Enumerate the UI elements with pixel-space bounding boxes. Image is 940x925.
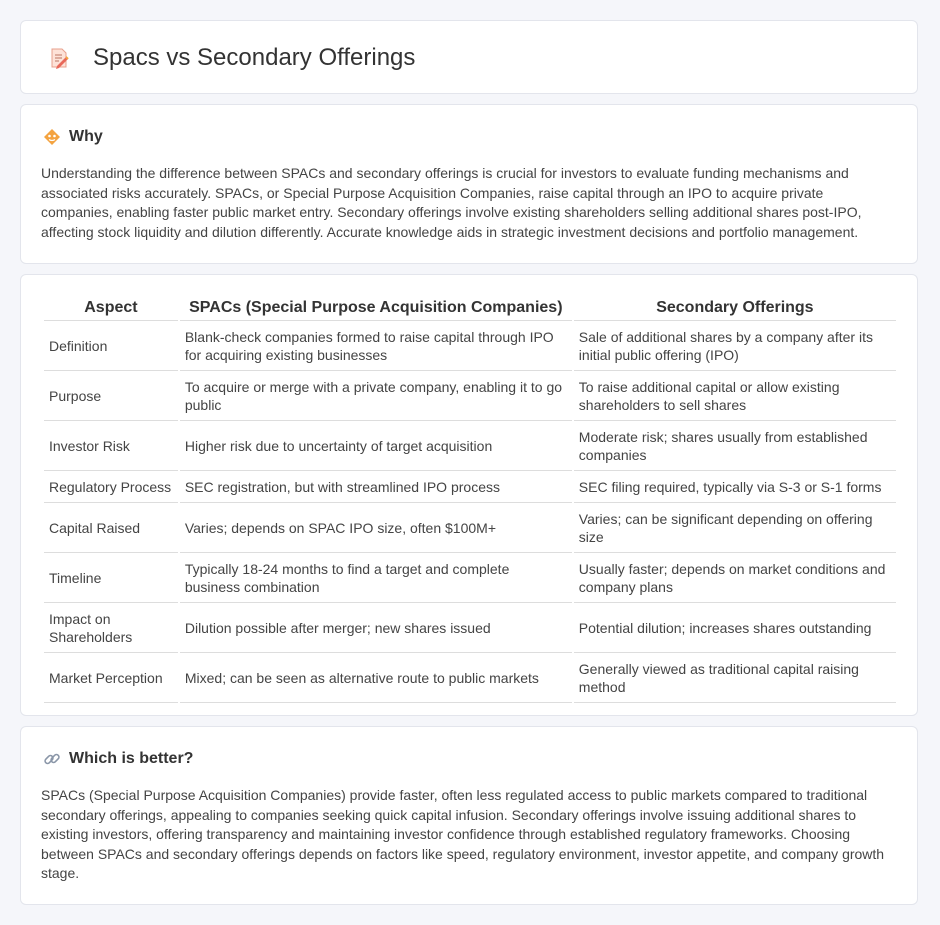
table-row [44, 504, 896, 553]
table-cell: To acquire or merge with a private company, enabling it to go public [180, 372, 572, 421]
table-cell: Sale of additional shares by a company after its initial public offering (IPO) [574, 322, 896, 371]
table-cell: Usually faster; depends on market conditions and company plans [574, 554, 896, 603]
table-header-row [44, 296, 896, 321]
which-is-better-section [20, 726, 918, 905]
table-cell: Moderate risk; shares usually from established companies [574, 422, 896, 471]
table-cell: Investor Risk [44, 422, 178, 471]
table-cell: Impact on Shareholders [44, 604, 178, 653]
table-cell: Market Perception [44, 654, 178, 703]
table-cell: Mixed; can be seen as alternative route to public markets [180, 654, 572, 703]
document-pencil-icon [47, 46, 71, 70]
better-text: SPACs (Special Purpose Acquisition Companies) provide faster, often less regulated access to public markets compared to traditional secondary offerings, appealing to companies seeking quick capital infusion. Secondary offerings involve issuing additional shares to existing investors, offering transparency and maintaining investor confidence through established regulatory frameworks. Choosing between SPACs and secondary offerings depends on factors like speed, regulatory environment, investor appetite, and company growth stage. [41, 787, 885, 881]
comparison-table-card [20, 274, 918, 716]
why-text: Understanding the difference between SPACs and secondary offerings is crucial for investors to evaluate funding mechanisms and associated risks accurately. SPACs, or Special Purpose Acquisition Companies, raise capital through an IPO to acquire private companies, enabling faster public market entry. Secondary offerings involve existing shareholders selling additional shares post-IPO, affecting stock liquidity and dilution differently. Accurate knowledge aids in strategic investment decisions and portfolio management. [41, 165, 862, 240]
table-cell: Regulatory Process [44, 472, 178, 503]
table-cell: Definition [44, 322, 178, 371]
better-heading: Which is better? [69, 750, 194, 767]
table-cell: Potential dilution; increases shares outstanding [574, 604, 896, 653]
table-cell: SEC filing required, typically via S-3 or S-1 forms [574, 472, 896, 503]
table-row [44, 472, 896, 503]
why-section [20, 104, 918, 264]
table-cell: Timeline [44, 554, 178, 603]
table-cell: Higher risk due to uncertainty of target acquisition [180, 422, 572, 471]
link-icon [43, 750, 61, 768]
table-cell: Purpose [44, 372, 178, 421]
page-title: Spacs vs Secondary Offerings [93, 44, 416, 71]
title-card [20, 20, 918, 94]
table-row [44, 422, 896, 471]
column-header: Aspect [44, 296, 178, 321]
table-cell: SEC registration, but with streamlined IPO process [180, 472, 572, 503]
table-row [44, 554, 896, 603]
column-header: Secondary Offerings [574, 296, 896, 321]
table-cell: Varies; can be significant depending on offering size [574, 504, 896, 553]
table-cell: Generally viewed as traditional capital raising method [574, 654, 896, 703]
table-row [44, 604, 896, 653]
comparison-table [42, 295, 898, 704]
table-cell: Dilution possible after merger; new shares issued [180, 604, 572, 653]
table-row [44, 322, 896, 371]
why-heading: Why [69, 128, 103, 145]
table-row [44, 654, 896, 703]
table-cell: Varies; depends on SPAC IPO size, often $100M+ [180, 504, 572, 553]
table-cell: Capital Raised [44, 504, 178, 553]
warning-diamond-icon [43, 128, 61, 146]
table-cell: Blank-check companies formed to raise capital through IPO for acquiring existing businesses [180, 322, 572, 371]
table-cell: Typically 18-24 months to find a target and complete business combination [180, 554, 572, 603]
column-header: SPACs (Special Purpose Acquisition Companies) [180, 296, 572, 321]
table-row [44, 372, 896, 421]
table-cell: To raise additional capital or allow existing shareholders to sell shares [574, 372, 896, 421]
